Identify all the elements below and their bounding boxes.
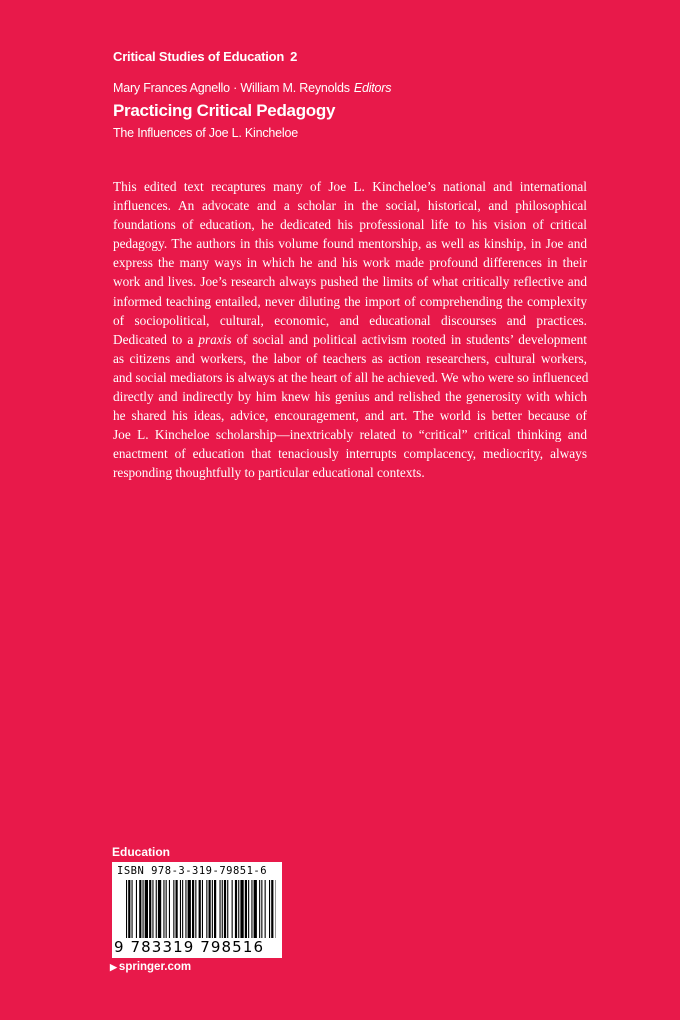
blurb-line: enactment of education that tenaciously interrupts complacency, mediocrity, always (113, 446, 587, 462)
barcode-bar (251, 880, 252, 938)
barcode-bar (145, 880, 148, 938)
barcode-bar (220, 880, 221, 938)
blurb (113, 177, 587, 483)
praxis-after: of social and political activism rooted in students’ development (231, 331, 587, 347)
isbn-barcode (112, 862, 282, 958)
barcode-bar (192, 880, 194, 938)
barcode-bar (199, 880, 201, 938)
series-name: Critical Studies of Education (113, 49, 285, 64)
editor-names: Mary Frances Agnello · William M. Reynolds (113, 81, 350, 95)
series-line (113, 49, 297, 64)
blurb-line: responding thoughtfully to particular educational contexts. (113, 465, 425, 481)
blurb-line: express the many ways in which he and his work made profound differences in their (113, 255, 587, 271)
barcode-bar (209, 880, 211, 938)
blurb-line: and social mediators is always at the heart of all he achieved. We who were so influenced (113, 369, 589, 385)
barcode-bar (166, 880, 167, 938)
blurb-line: informed teaching entailed, never diluting the import of comprehending the complexity (113, 293, 587, 309)
triangle-right-icon: ▶ (110, 962, 117, 972)
editors-line (113, 81, 391, 95)
barcode-bar (202, 880, 203, 938)
blurb-line: he shared his ideas, advice, encouragement, and art. The world is better because of (113, 408, 587, 424)
barcode-digits: 9 783319 798516 (114, 938, 265, 956)
barcode-bar (254, 880, 257, 938)
barcode-bars (126, 880, 276, 938)
praxis-italic: praxis (198, 331, 232, 347)
barcode-bar (245, 880, 247, 938)
blurb-line: This edited text recaptures many of Joe L. Kincheloe’s national and international (113, 179, 587, 194)
barcode-bar (169, 880, 170, 938)
barcode-bar (136, 880, 137, 938)
blurb-line: foundations of education, he dedicated his professional life to his vision of critical (113, 217, 587, 233)
barcode-bar (271, 880, 273, 938)
barcode-bar (269, 880, 270, 938)
barcode-bar (240, 880, 243, 938)
editor-role: Editors (353, 81, 392, 95)
blurb-line: of sociopolitical, cultural, economic, and educational discourses and practices. (113, 312, 587, 328)
barcode-bar (180, 880, 181, 938)
publisher-link[interactable] (110, 961, 191, 973)
publisher-url: springer.com (118, 961, 192, 973)
barcode-bar (188, 880, 191, 938)
barcode-bar (232, 880, 233, 938)
barcode-bar (261, 880, 262, 938)
barcode-bar (224, 880, 226, 938)
barcode-bar (132, 880, 133, 938)
barcode-bar (212, 880, 213, 938)
barcode-bar (222, 880, 223, 938)
barcode-bar (163, 880, 164, 938)
barcode-bar (143, 880, 144, 938)
barcode-bar (176, 880, 178, 938)
category-label: Education (112, 845, 171, 859)
barcode-bar (149, 880, 151, 938)
blurb-line: pedagogy. The authors in this volume found mentorship, as well as kinship, in Joe and (113, 236, 587, 252)
barcode-bar (152, 880, 153, 938)
book-title: Practicing Critical Pedagogy (113, 101, 336, 120)
barcode-bar (185, 880, 186, 938)
barcode-bar (227, 880, 228, 938)
barcode-bar (158, 880, 161, 938)
barcode-bar (173, 880, 174, 938)
blurb-line: influences. An advocate and a scholar in the social, historical, and philosophical (113, 198, 587, 214)
barcode-bar (128, 880, 130, 938)
barcode-bar (248, 880, 249, 938)
barcode-bar (265, 880, 266, 938)
barcode-bar (206, 880, 207, 938)
blurb-line: as citizens and workers, the labor of teachers as action researchers, cultural workers, (113, 350, 587, 366)
series-number: 2 (290, 49, 298, 64)
barcode-bar (126, 880, 127, 938)
praxis-before: Dedicated to a (113, 331, 199, 347)
blurb-line: work and lives. Joe’s research always pushed the limits of what critically reflective and (113, 274, 587, 290)
blurb-line-praxis (113, 330, 587, 349)
blurb-line: Joe L. Kincheloe scholarship—inextricably related to “critical” critical thinking and (113, 427, 587, 443)
barcode-bar (235, 880, 237, 938)
book-subtitle: The Influences of Joe L. Kincheloe (113, 126, 298, 140)
barcode-bar (195, 880, 196, 938)
blurb-line: directly and indirectly by him knew his genius and relished the generosity with which (113, 389, 587, 405)
isbn-label: ISBN 978-3-319-79851-6 (117, 865, 268, 877)
barcode-bar (214, 880, 216, 938)
barcode-bar (238, 880, 239, 938)
barcode-bar (156, 880, 157, 938)
barcode-bar (182, 880, 183, 938)
barcode-bar (259, 880, 260, 938)
barcode-bar (139, 880, 141, 938)
